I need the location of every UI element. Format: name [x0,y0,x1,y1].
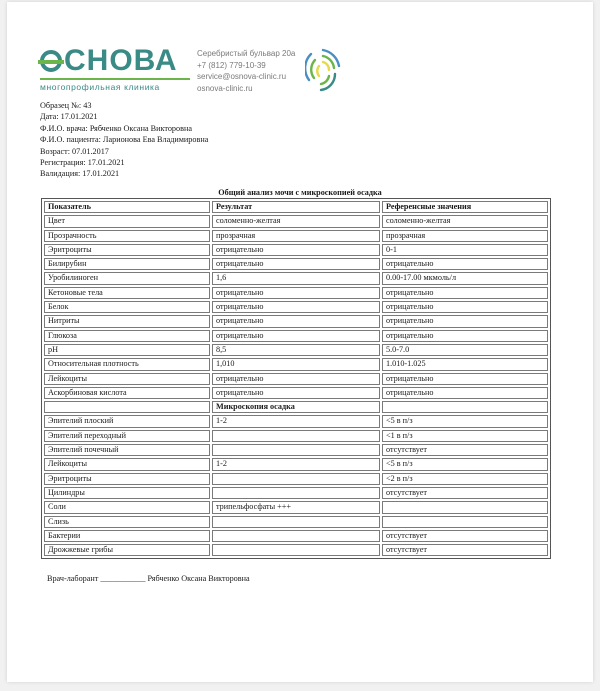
table-row [44,458,548,470]
cell-indicator: Дрожжевые грибы [44,544,210,556]
cell-indicator: Цвет [44,215,210,227]
cell-reference: отрицательно [382,387,548,399]
cell-result: трипельфосфаты +++ [212,501,380,513]
table-row [44,258,548,270]
cell-reference: отрицательно [382,287,548,299]
cell-indicator: Эпителий почечный [44,444,210,456]
section-title: Микроскопия осадка [212,401,380,413]
cell-reference [382,501,548,513]
logo-word-text: СНОВА [64,44,178,77]
cell-result [212,516,380,528]
cell-indicator: Аскорбиновая кислота [44,387,210,399]
lab-signature: Врач-лаборант ___________ Рябченко Оксана Викторовна [47,574,250,583]
cell-reference [382,516,548,528]
cell-result: отрицательно [212,330,380,342]
cell-reference: отрицательно [382,315,548,327]
logo-wordmark [40,46,190,76]
cell-indicator: pH [44,344,210,356]
cell-reference: отрицательно [382,373,548,385]
registration-date: Регистрация: 17.01.2021 [40,158,125,168]
cell-indicator: Кетоновые тела [44,287,210,299]
table-row [44,358,548,370]
cell-result: отрицательно [212,258,380,270]
header-reference: Референсные значения [382,201,548,213]
contact-address: Серебристый бульвар 20а [197,49,296,58]
cell-indicator: Лейкоциты [44,458,210,470]
cell-indicator: Белок [44,301,210,313]
cell-indicator: Эритроциты [44,244,210,256]
doctor-name: Ф.И.О. врача: Рябченко Оксана Викторовна [40,123,192,133]
cell-result: соломенно-желтая [212,215,380,227]
patient-name: Ф.И.О. пациента: Ларионова Ева Владимировна [40,135,209,145]
table-row [44,473,548,485]
header-indicator: Показатель [44,201,210,213]
cell-indicator [44,401,210,413]
cell-reference: 5.0-7.0 [382,344,548,356]
table-row [44,272,548,284]
table-row [44,330,548,342]
table-row [44,301,548,313]
table-row [44,530,548,542]
cell-reference: отрицательно [382,301,548,313]
report-page [7,2,593,682]
cell-indicator: Глюкоза [44,330,210,342]
cell-reference: <5 в п/з [382,415,548,427]
cell-reference: <1 в п/з [382,430,548,442]
cell-result: 1-2 [212,458,380,470]
cell-result [212,544,380,556]
table-row [44,315,548,327]
table-row [44,487,548,499]
sample-date: Дата: 17.01.2021 [40,112,98,122]
cell-indicator: Цилиндры [44,487,210,499]
cell-indicator: Уробилиноген [44,272,210,284]
sample-number: Образец №: 43 [40,101,92,110]
results-table [41,198,551,559]
cell-indicator: Эритроциты [44,473,210,485]
cell-reference: 0-1 [382,244,548,256]
cell-result [212,473,380,485]
cell-result: 1,010 [212,358,380,370]
table-row [44,344,548,356]
table-row [44,373,548,385]
cell-indicator: Относительная плотность [44,358,210,370]
cell-reference: 1.010-1.025 [382,358,548,370]
cell-indicator: Эпителий переходный [44,430,210,442]
cell-indicator: Бактерии [44,530,210,542]
cell-indicator: Прозрачность [44,230,210,242]
cell-reference: отсутствует [382,544,548,556]
table-row [44,544,548,556]
cell-result: 1-2 [212,415,380,427]
cell-indicator: Эпителий плоский [44,415,210,427]
cell-indicator: Лейкоциты [44,373,210,385]
table-row [44,501,548,513]
logo-subtitle: многопрофильная клиника [40,82,160,92]
contact-website: osnova-clinic.ru [197,83,253,93]
cell-result [212,530,380,542]
cell-result [212,444,380,456]
clinic-logo [40,46,190,92]
cell-reference: соломенно-желтая [382,215,548,227]
cell-result: отрицательно [212,301,380,313]
cell-result: отрицательно [212,244,380,256]
cell-reference: отсутствует [382,444,548,456]
table-row [44,415,548,427]
cell-result: прозрачная [212,230,380,242]
header-result: Результат [212,201,380,213]
cell-result: 1,6 [212,272,380,284]
cell-result: отрицательно [212,373,380,385]
cell-indicator: Соли [44,501,210,513]
table-row [44,387,548,399]
cell-reference: отрицательно [382,258,548,270]
table-header-row [44,201,548,213]
validation-date: Валидация: 17.01.2021 [40,169,120,179]
logo-o-mark [40,50,62,72]
cell-indicator: Слизь [44,516,210,528]
cell-indicator: Билирубин [44,258,210,270]
contact-phone: +7 (812) 779-10-39 [197,60,266,70]
cell-reference: отсутствует [382,487,548,499]
cell-reference: <2 в п/з [382,473,548,485]
table-row [44,244,548,256]
clinic-emblem-icon [305,44,341,98]
table-row [44,215,548,227]
cell-result: отрицательно [212,315,380,327]
table-row [44,287,548,299]
table-title: Общий анализ мочи с микроскопией осадка [218,188,382,197]
clinic-contacts [197,48,295,94]
cell-indicator: Нитриты [44,315,210,327]
logo-underline [40,78,190,80]
sample-info [40,100,208,180]
cell-result [212,430,380,442]
cell-result: отрицательно [212,287,380,299]
cell-result: отрицательно [212,387,380,399]
contact-email: service@osnova-clinic.ru [197,72,287,81]
cell-result [212,487,380,499]
cell-reference [382,401,548,413]
cell-result: 8,5 [212,344,380,356]
section-row-microscopy [44,401,548,413]
patient-age: Возраст: 07.01.2017 [40,146,109,156]
table-row [44,230,548,242]
cell-reference: отсутствует [382,530,548,542]
table-row [44,430,548,442]
cell-reference: <5 в п/з [382,458,548,470]
cell-reference: отрицательно [382,330,548,342]
table-row [44,444,548,456]
cell-reference: прозрачная [382,230,548,242]
table-row [44,516,548,528]
cell-reference: 0.00-17.00 мкмоль/л [382,272,548,284]
